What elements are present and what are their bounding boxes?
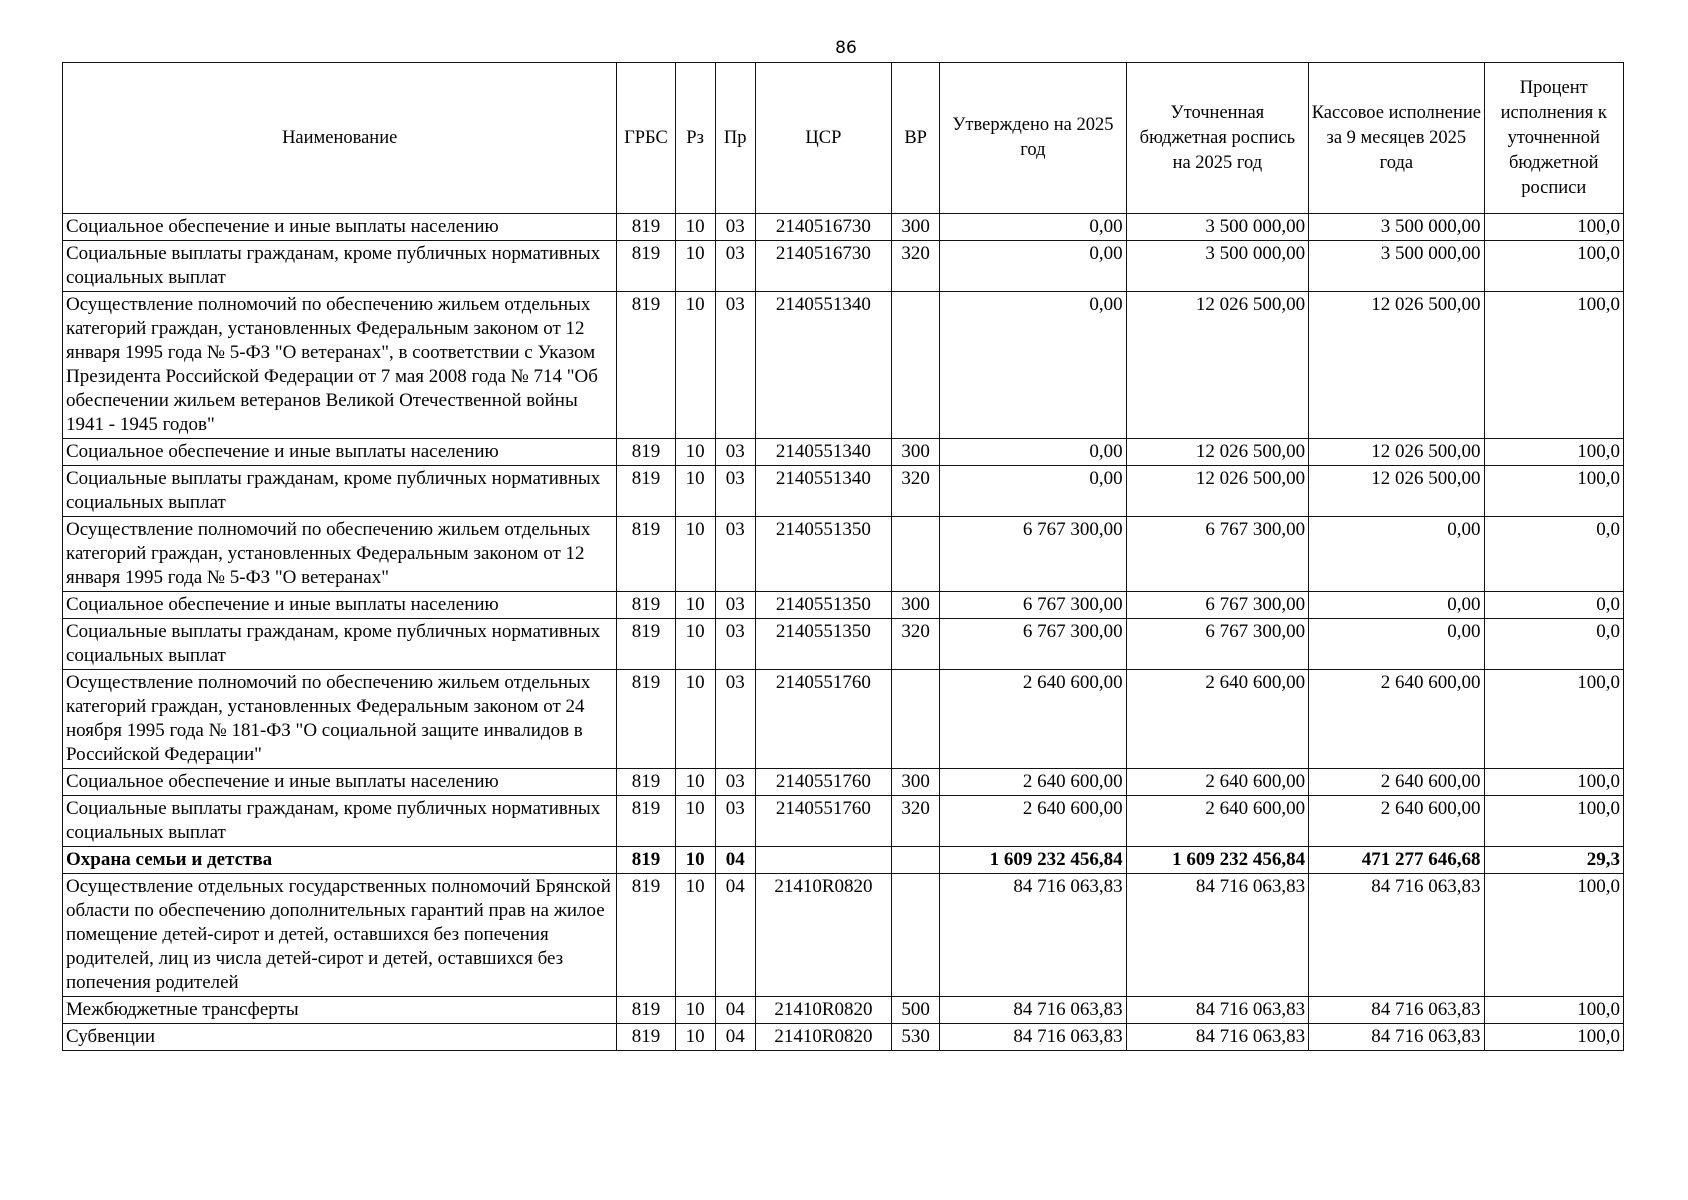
cell-grbs: 819 bbox=[617, 847, 675, 874]
header-name: Наименование bbox=[63, 63, 617, 214]
cell-grbs: 819 bbox=[617, 517, 675, 592]
cell-percent: 100,0 bbox=[1484, 769, 1623, 796]
cell-pr: 04 bbox=[715, 874, 755, 997]
cell-name: Социальные выплаты гражданам, кроме публичных нормативных социальных выплат bbox=[63, 796, 617, 847]
cell-rz: 10 bbox=[675, 292, 715, 439]
cell-rz: 10 bbox=[675, 439, 715, 466]
cell-grbs: 819 bbox=[617, 1024, 675, 1051]
cell-csr: 2140551350 bbox=[755, 517, 891, 592]
cell-cash: 12 026 500,00 bbox=[1309, 292, 1484, 439]
table-row bbox=[63, 796, 1624, 847]
table-row bbox=[63, 1024, 1624, 1051]
cell-name: Социальные выплаты гражданам, кроме публичных нормативных социальных выплат bbox=[63, 241, 617, 292]
cell-approved: 2 640 600,00 bbox=[940, 796, 1126, 847]
cell-pr: 03 bbox=[715, 214, 755, 241]
cell-percent: 0,0 bbox=[1484, 619, 1623, 670]
cell-vr: 300 bbox=[892, 592, 940, 619]
cell-vr bbox=[892, 517, 940, 592]
cell-specified: 12 026 500,00 bbox=[1126, 439, 1308, 466]
cell-percent: 100,0 bbox=[1484, 439, 1623, 466]
cell-name: Осуществление полномочий по обеспечению жильем отдельных категорий граждан, установленных Федеральным законом от 12 января 1995 года № 5-ФЗ "О ветеранах" bbox=[63, 517, 617, 592]
table-row bbox=[63, 874, 1624, 997]
cell-csr: 2140551340 bbox=[755, 466, 891, 517]
cell-name: Охрана семьи и детства bbox=[63, 847, 617, 874]
table-row bbox=[63, 619, 1624, 670]
header-pr: Пр bbox=[715, 63, 755, 214]
cell-vr: 320 bbox=[892, 796, 940, 847]
cell-rz: 10 bbox=[675, 214, 715, 241]
table-row bbox=[63, 769, 1624, 796]
cell-csr: 2140551350 bbox=[755, 619, 891, 670]
cell-cash: 12 026 500,00 bbox=[1309, 439, 1484, 466]
cell-grbs: 819 bbox=[617, 796, 675, 847]
cell-pr: 03 bbox=[715, 670, 755, 769]
cell-percent: 0,0 bbox=[1484, 517, 1623, 592]
cell-name: Социальное обеспечение и иные выплаты населению bbox=[63, 592, 617, 619]
cell-csr: 2140551760 bbox=[755, 670, 891, 769]
budget-execution-table bbox=[62, 62, 1624, 1051]
cell-csr: 2140551340 bbox=[755, 439, 891, 466]
cell-pr: 03 bbox=[715, 292, 755, 439]
cell-vr: 320 bbox=[892, 619, 940, 670]
cell-approved: 0,00 bbox=[940, 439, 1126, 466]
table-row bbox=[63, 439, 1624, 466]
header-approved: Утверждено на 2025 год bbox=[940, 63, 1126, 214]
cell-specified: 2 640 600,00 bbox=[1126, 796, 1308, 847]
header-row bbox=[63, 63, 1624, 214]
cell-specified: 12 026 500,00 bbox=[1126, 466, 1308, 517]
cell-rz: 10 bbox=[675, 466, 715, 517]
cell-cash: 12 026 500,00 bbox=[1309, 466, 1484, 517]
cell-name: Осуществление полномочий по обеспечению жильем отдельных категорий граждан, установленных Федеральным законом от 24 ноября 1995 года № 181-ФЗ "О социальной защите инвалидов в Российской Федерации" bbox=[63, 670, 617, 769]
cell-cash: 84 716 063,83 bbox=[1309, 997, 1484, 1024]
cell-grbs: 819 bbox=[617, 874, 675, 997]
cell-name: Межбюджетные трансферты bbox=[63, 997, 617, 1024]
header-csr: ЦСР bbox=[755, 63, 891, 214]
cell-approved: 6 767 300,00 bbox=[940, 592, 1126, 619]
cell-specified: 2 640 600,00 bbox=[1126, 670, 1308, 769]
table-body bbox=[63, 214, 1624, 1051]
cell-percent: 100,0 bbox=[1484, 997, 1623, 1024]
cell-approved: 2 640 600,00 bbox=[940, 670, 1126, 769]
cell-vr: 320 bbox=[892, 241, 940, 292]
cell-grbs: 819 bbox=[617, 592, 675, 619]
cell-approved: 0,00 bbox=[940, 466, 1126, 517]
cell-grbs: 819 bbox=[617, 439, 675, 466]
cell-csr: 2140551340 bbox=[755, 292, 891, 439]
cell-name: Социальные выплаты гражданам, кроме публичных нормативных социальных выплат bbox=[63, 619, 617, 670]
cell-name: Социальное обеспечение и иные выплаты населению bbox=[63, 769, 617, 796]
cell-pr: 03 bbox=[715, 619, 755, 670]
cell-pr: 03 bbox=[715, 517, 755, 592]
cell-csr: 21410R0820 bbox=[755, 874, 891, 997]
table-row bbox=[63, 670, 1624, 769]
cell-cash: 3 500 000,00 bbox=[1309, 241, 1484, 292]
table-row bbox=[63, 847, 1624, 874]
table-row bbox=[63, 466, 1624, 517]
cell-rz: 10 bbox=[675, 997, 715, 1024]
table-row bbox=[63, 214, 1624, 241]
cell-pr: 03 bbox=[715, 439, 755, 466]
cell-approved: 84 716 063,83 bbox=[940, 874, 1126, 997]
cell-approved: 6 767 300,00 bbox=[940, 517, 1126, 592]
cell-cash: 84 716 063,83 bbox=[1309, 874, 1484, 997]
cell-approved: 0,00 bbox=[940, 292, 1126, 439]
cell-specified: 84 716 063,83 bbox=[1126, 1024, 1308, 1051]
header-cash: Кассовое исполнение за 9 месяцев 2025 года bbox=[1309, 63, 1484, 214]
cell-vr bbox=[892, 847, 940, 874]
cell-approved: 2 640 600,00 bbox=[940, 769, 1126, 796]
cell-approved: 0,00 bbox=[940, 214, 1126, 241]
table-row bbox=[63, 292, 1624, 439]
header-grbs: ГРБС bbox=[617, 63, 675, 214]
cell-rz: 10 bbox=[675, 796, 715, 847]
header-rz: Рз bbox=[675, 63, 715, 214]
cell-grbs: 819 bbox=[617, 466, 675, 517]
cell-specified: 6 767 300,00 bbox=[1126, 592, 1308, 619]
cell-cash: 2 640 600,00 bbox=[1309, 670, 1484, 769]
cell-grbs: 819 bbox=[617, 997, 675, 1024]
cell-name: Социальные выплаты гражданам, кроме публичных нормативных социальных выплат bbox=[63, 466, 617, 517]
cell-percent: 100,0 bbox=[1484, 241, 1623, 292]
cell-vr: 300 bbox=[892, 214, 940, 241]
cell-pr: 03 bbox=[715, 796, 755, 847]
cell-name: Осуществление полномочий по обеспечению жильем отдельных категорий граждан, установленных Федеральным законом от 12 января 1995 года № 5-ФЗ "О ветеранах", в соответствии с Указом Президента Российской Федерации от 7 мая 2008 года № 714 "Об обеспечении жильем ветеранов Великой Отечественной войны 1941 - 1945 годов" bbox=[63, 292, 617, 439]
cell-percent: 100,0 bbox=[1484, 1024, 1623, 1051]
table-row bbox=[63, 592, 1624, 619]
cell-pr: 03 bbox=[715, 466, 755, 517]
cell-specified: 6 767 300,00 bbox=[1126, 619, 1308, 670]
cell-cash: 0,00 bbox=[1309, 517, 1484, 592]
cell-pr: 04 bbox=[715, 997, 755, 1024]
cell-vr: 500 bbox=[892, 997, 940, 1024]
cell-approved: 84 716 063,83 bbox=[940, 1024, 1126, 1051]
page-number: 86 bbox=[835, 38, 857, 58]
cell-vr bbox=[892, 292, 940, 439]
cell-rz: 10 bbox=[675, 847, 715, 874]
cell-rz: 10 bbox=[675, 241, 715, 292]
cell-percent: 100,0 bbox=[1484, 292, 1623, 439]
cell-cash: 0,00 bbox=[1309, 592, 1484, 619]
cell-rz: 10 bbox=[675, 769, 715, 796]
cell-specified: 2 640 600,00 bbox=[1126, 769, 1308, 796]
cell-rz: 10 bbox=[675, 670, 715, 769]
cell-percent: 29,3 bbox=[1484, 847, 1623, 874]
cell-percent: 0,0 bbox=[1484, 592, 1623, 619]
cell-percent: 100,0 bbox=[1484, 670, 1623, 769]
cell-csr: 21410R0820 bbox=[755, 1024, 891, 1051]
cell-cash: 2 640 600,00 bbox=[1309, 769, 1484, 796]
cell-name: Осуществление отдельных государственных полномочий Брянской области по обеспечению дополнительных гарантий прав на жилое помещение детей-сирот и детей, оставшихся без попечения родителей, лиц из числа детей-сирот и детей, оставшихся без попечения родителей bbox=[63, 874, 617, 997]
cell-vr: 300 bbox=[892, 439, 940, 466]
table-row bbox=[63, 997, 1624, 1024]
cell-pr: 03 bbox=[715, 592, 755, 619]
cell-vr: 530 bbox=[892, 1024, 940, 1051]
cell-percent: 100,0 bbox=[1484, 874, 1623, 997]
cell-approved: 6 767 300,00 bbox=[940, 619, 1126, 670]
cell-grbs: 819 bbox=[617, 214, 675, 241]
cell-csr: 2140516730 bbox=[755, 214, 891, 241]
cell-vr: 300 bbox=[892, 769, 940, 796]
cell-pr: 04 bbox=[715, 1024, 755, 1051]
cell-grbs: 819 bbox=[617, 769, 675, 796]
cell-pr: 03 bbox=[715, 241, 755, 292]
cell-vr bbox=[892, 670, 940, 769]
cell-cash: 2 640 600,00 bbox=[1309, 796, 1484, 847]
header-vr: ВР bbox=[892, 63, 940, 214]
cell-vr: 320 bbox=[892, 466, 940, 517]
cell-name: Субвенции bbox=[63, 1024, 617, 1051]
table-row bbox=[63, 241, 1624, 292]
cell-rz: 10 bbox=[675, 874, 715, 997]
header-specified: Уточненная бюджетная роспись на 2025 год bbox=[1126, 63, 1308, 214]
table-row bbox=[63, 517, 1624, 592]
cell-approved: 1 609 232 456,84 bbox=[940, 847, 1126, 874]
cell-cash: 3 500 000,00 bbox=[1309, 214, 1484, 241]
table-header bbox=[63, 63, 1624, 214]
cell-cash: 84 716 063,83 bbox=[1309, 1024, 1484, 1051]
cell-specified: 1 609 232 456,84 bbox=[1126, 847, 1308, 874]
cell-grbs: 819 bbox=[617, 619, 675, 670]
cell-csr: 2140551760 bbox=[755, 769, 891, 796]
cell-specified: 3 500 000,00 bbox=[1126, 241, 1308, 292]
cell-specified: 84 716 063,83 bbox=[1126, 874, 1308, 997]
cell-approved: 0,00 bbox=[940, 241, 1126, 292]
cell-name: Социальное обеспечение и иные выплаты населению bbox=[63, 439, 617, 466]
cell-grbs: 819 bbox=[617, 292, 675, 439]
cell-percent: 100,0 bbox=[1484, 214, 1623, 241]
cell-rz: 10 bbox=[675, 619, 715, 670]
cell-name: Социальное обеспечение и иные выплаты населению bbox=[63, 214, 617, 241]
cell-pr: 04 bbox=[715, 847, 755, 874]
cell-rz: 10 bbox=[675, 1024, 715, 1051]
cell-approved: 84 716 063,83 bbox=[940, 997, 1126, 1024]
cell-csr: 21410R0820 bbox=[755, 997, 891, 1024]
cell-cash: 0,00 bbox=[1309, 619, 1484, 670]
cell-rz: 10 bbox=[675, 517, 715, 592]
cell-specified: 84 716 063,83 bbox=[1126, 997, 1308, 1024]
cell-pr: 03 bbox=[715, 769, 755, 796]
cell-specified: 12 026 500,00 bbox=[1126, 292, 1308, 439]
cell-percent: 100,0 bbox=[1484, 796, 1623, 847]
cell-vr bbox=[892, 874, 940, 997]
cell-specified: 3 500 000,00 bbox=[1126, 214, 1308, 241]
cell-grbs: 819 bbox=[617, 670, 675, 769]
cell-specified: 6 767 300,00 bbox=[1126, 517, 1308, 592]
cell-percent: 100,0 bbox=[1484, 466, 1623, 517]
cell-rz: 10 bbox=[675, 592, 715, 619]
cell-csr: 2140551760 bbox=[755, 796, 891, 847]
cell-cash: 471 277 646,68 bbox=[1309, 847, 1484, 874]
cell-csr: 2140516730 bbox=[755, 241, 891, 292]
cell-csr: 2140551350 bbox=[755, 592, 891, 619]
cell-grbs: 819 bbox=[617, 241, 675, 292]
header-percent: Процент исполнения к уточненной бюджетной росписи bbox=[1484, 63, 1623, 214]
cell-csr bbox=[755, 847, 891, 874]
